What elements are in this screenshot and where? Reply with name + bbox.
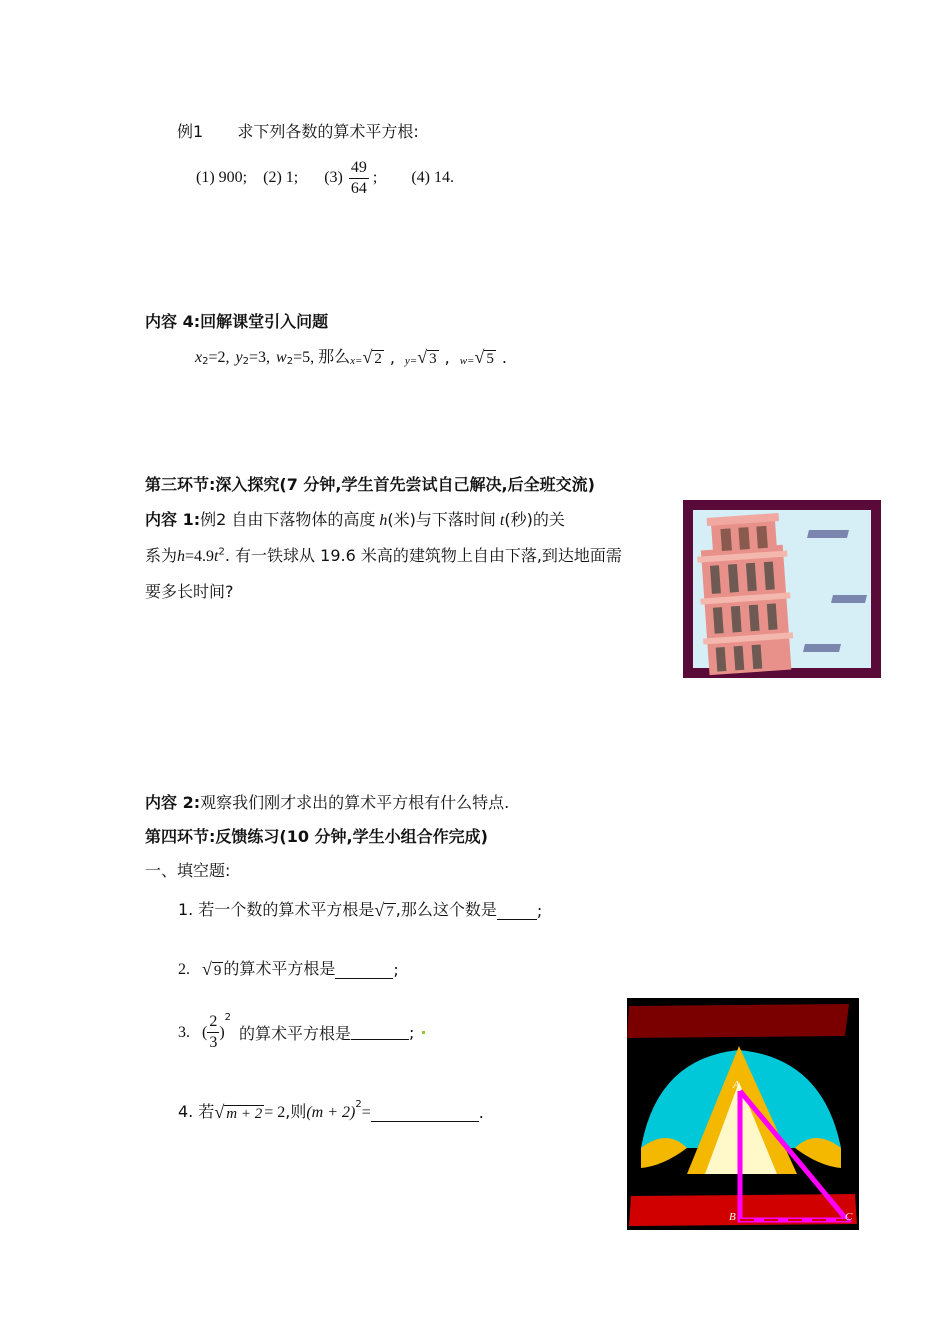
example1-line <box>177 119 419 142</box>
question-3: 3. ( $\frac{2}{3}$ ) 2 的算术平方根是 ; <box>178 1012 425 1053</box>
vertex-label-a: A <box>733 1079 740 1091</box>
content1-line2: 系为$h=4.9t^2$. 有一铁球从 19.6 米高的建筑物上自由下落,到达地面需 <box>145 546 622 565</box>
sqrt-3: √ 3 <box>417 347 437 367</box>
answer-blank-2[interactable] <box>335 964 393 979</box>
green-dot <box>422 1031 425 1034</box>
sqrt-7: √ 7 <box>374 900 394 920</box>
leaning-tower-image <box>683 500 881 678</box>
fill-blank-heading: 一、填空题: <box>145 861 231 880</box>
content2-line: 内容 2:观察我们刚才求出的算术平方根有什么特点. <box>145 793 510 812</box>
fraction-49-64: $\frac{49}{64}$ <box>350 158 367 197</box>
content4-heading: 内容 4:回解课堂引入问题 <box>145 312 329 331</box>
example-prompt: 求下列各数的算术平方根: <box>237 122 419 141</box>
question-2: 2. √ 9 的算术平方根是 ; <box>178 959 399 979</box>
sqrt-9: √ 9 <box>202 959 222 979</box>
section3-heading: 第三环节:深入探究(7 分钟,学生首先尝试自己解决,后全班交流) <box>145 475 595 494</box>
question-4: 4. 若 √ m + 2 = 2 ,则 (m + 2) 2 = . <box>178 1099 484 1122</box>
content4-line: x 2 =2, y 2 =3, w 2 =5, 那么 x= √ 2 , y= √ 3 , w= √ 5 . <box>195 347 507 367</box>
triangle-arch-image <box>627 998 859 1230</box>
item-3-label: (3) <box>324 169 343 186</box>
fraction-2-3: $\frac{2}{3}$ <box>209 1013 218 1051</box>
content1-line3: 要多长时间? <box>145 582 234 601</box>
item-2: (2) 1; <box>263 169 299 186</box>
content1-line1: 内容 1:例2 自由下落物体的高度 h(米)与下落时间 t(秒)的关 <box>145 510 565 529</box>
sqrt-5: √ 5 <box>474 347 494 367</box>
vertex-label-b: B <box>729 1211 736 1223</box>
item-4: (4) 14. <box>411 169 454 186</box>
answer-blank-4[interactable] <box>371 1107 479 1122</box>
answer-blank-3[interactable] <box>351 1025 409 1040</box>
example1-items: (1) 900; (2) 1; (3) $\frac{49}{64}$ ; (4) 14. <box>196 158 454 197</box>
sqrt-m-plus-2: √ m + 2 <box>214 1102 263 1122</box>
item-1: (1) 900; <box>196 169 248 186</box>
question-1: 1. 若一个数的算术平方根是 √ 7 ,那么这个数是 ; <box>178 900 543 920</box>
vertex-label-c: C <box>845 1211 853 1223</box>
sqrt-2: √ 2 <box>362 347 382 367</box>
example-label: 例1 <box>177 122 204 141</box>
answer-blank-1[interactable] <box>497 905 537 920</box>
section4-heading: 第四环节:反馈练习(10 分钟,学生小组合作完成) <box>145 827 488 846</box>
